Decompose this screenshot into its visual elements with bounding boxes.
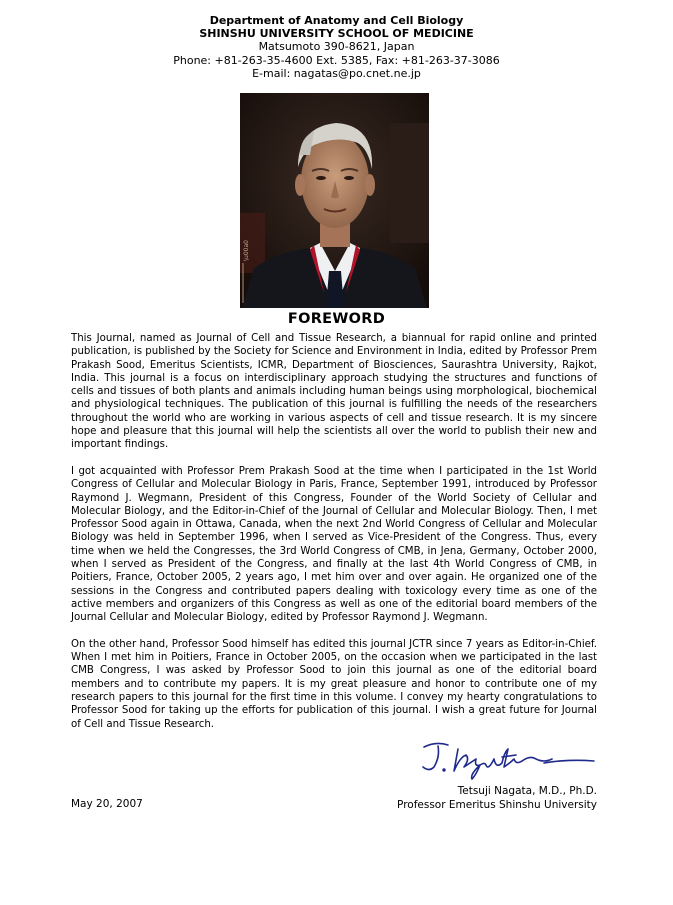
author-portrait	[240, 93, 429, 308]
letterhead	[0, 14, 673, 80]
foreword-title: FOREWORD	[287, 311, 386, 327]
foreword-body	[71, 332, 597, 744]
department-name: Department of Anatomy and Cell Biology	[209, 14, 464, 27]
paragraph-1: This Journal, named as Journal of Cell and Tissue Research, a biannual for rapid online and printed publication, is published by the Society for Science and Environment in India, edited by Professor Prem Prakash Sood, Emeritus Scientists, ICMR, Department of Biosciences, Saurashtra University, Rajkot, India. This journal is a focus on interdisciplinary approach studying the structures and functions of cells and tissues of both plants and animals including human beings using morphological, biochemical and physiological techniques. The publication of this journal is fulfilling the needs of the researchers throughout the world who are working in various aspects of cell and tissue research. It is my sincere hope and pleasure that this journal will help the scientists all over the world to publish their new and important findings.	[71, 333, 597, 451]
letter-date: May 20, 2007	[71, 798, 143, 810]
svg-text:\u00a0: \u00a0	[243, 240, 250, 261]
phone-fax: Phone: +81-263-35-4600 Ext. 5385, Fax: +81-263-37-3086	[173, 53, 500, 67]
signer-name: Tetsuji Nagata, M.D., Ph.D.	[457, 785, 597, 797]
handwritten-signature	[418, 737, 600, 782]
signer-block	[397, 785, 597, 812]
address: Matsumoto 390-8621, Japan	[258, 40, 415, 54]
email: E-mail: nagatas@po.cnet.ne.jp	[252, 66, 421, 80]
paragraph-3: On the other hand, Professor Sood himself has edited this journal JCTR since 7 years as Editor-in-Chief. When I met him in Poitiers, France in October 2005, on the occasion when we participated in the last CMB Congress, I was asked by Professor Sood to join this journal as one of the editorial board members and to contribute my papers. It is my great pleasure and honor to contribute one of my research papers to this journal for the first time in this volume. I convey my hearty congratulations to Professor Sood for taking up the efforts for publication of this journal. I wish a great future for Journal of Cell and Tissue Research.	[71, 638, 597, 730]
school-name: SHINSHU UNIVERSITY SCHOOL OF MEDICINE	[199, 27, 474, 41]
paragraph-2: I got acquainted with Professor Prem Prakash Sood at the time when I participated in the 1st World Congress of Cellular and Molecular Biology in Paris, France, September 1991, introduced by Professor Raymond J. Wegmann, President of this Congress, Founder of the World Society of Cellular and Molecular Biology, and the Editor-in-Chief of the Journal of Cellular and Molecular Biology. Then, I met Professor Sood again in Ottawa, Canada, when the next 2nd World Congress of Cellular and Molecular Biology was held in September 1996, when I served as Vice-President of the Congress. Thus, every time when we held the Congresses, the 3rd World Congress of CMB, in Jena, Germany, October 2000, when I served as President of the Congress, and finally at the last 4th World Congress of CMB, in Poitiers, France, October 2005, 2 years ago, I met him over and over again. He organized one of the sessions in the Congress and contributed papers dealing with toxicology every time as one of the active members and organizers of this Congress as well as one of the editorial board members of the Journal Cellular and Molecular Biology, edited by Professor Raymond J. Wegmann.	[71, 465, 597, 624]
signer-position: Professor Emeritus Shinshu University	[397, 798, 597, 811]
